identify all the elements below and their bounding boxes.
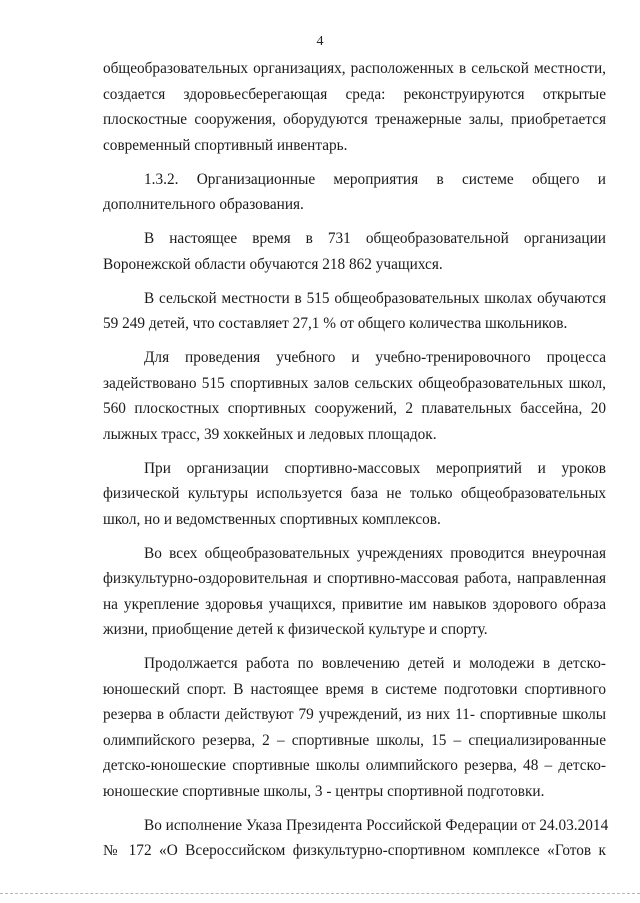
document-body: [103, 56, 609, 864]
text-line: 560 плоскостных спортивных сооружений, 2 плавательных бассейна, 20: [103, 400, 606, 417]
text-line: дополнительного образования.: [103, 196, 304, 213]
paragraph: [103, 345, 606, 447]
text-line: физической культуры используется база не только общеобразовательных: [103, 485, 606, 502]
text-line: резерва в области действуют 79 учреждений, из них 11- спортивные школы: [103, 706, 606, 723]
text-line: юношеский спорт. В настоящее время в системе подготовки спортивного: [103, 680, 606, 698]
page-number: 4: [316, 34, 324, 49]
text-line: № 172 «О Всероссийском физкультурно-спортивном комплексе «Готов к: [103, 842, 606, 859]
text-line: школ, но и ведомственных спортивных комплексов.: [103, 510, 441, 528]
paragraph: [103, 813, 609, 864]
text-line: Для проведения учебного и учебно-тренировочного процесса: [144, 349, 606, 366]
text-line: современный спортивный инвентарь.: [103, 136, 348, 154]
text-line: задействовано 515 спортивных залов сельских общеобразовательных школ,: [103, 374, 606, 392]
paragraph: [103, 226, 606, 277]
text-line: плоскостные сооружения, оборудуются тренажерные залы, приобретается: [103, 111, 606, 128]
text-line: Во исполнение Указа Президента Российской Федерации от 24.03.2014: [144, 816, 609, 834]
paragraph: [103, 286, 606, 337]
paragraph: [103, 456, 606, 533]
section-heading: [103, 167, 606, 218]
paragraph: [103, 651, 606, 804]
text-line: Во всех общеобразовательных учреждениях проводится внеурочная: [144, 544, 606, 562]
text-line: физкультурно-оздоровительная и спортивно-массовая работа, направленная: [103, 570, 606, 587]
text-line: юношеские спортивные школы, 3 - центры спортивной подготовки.: [103, 782, 545, 800]
paragraph: [103, 541, 606, 643]
text-line: лыжных трасс, 39 хоккейных и ледовых площадок.: [103, 425, 437, 443]
text-line: В сельской местности в 515 общеобразовательных школах обучаются: [144, 289, 606, 307]
page-bottom-edge: [0, 893, 640, 894]
text-line: 1.3.2. Организационные мероприятия в системе общего и: [144, 170, 606, 188]
text-line: жизни, приобщение детей к физической культуре и спорту.: [103, 621, 488, 638]
text-line: 59 249 детей, что составляет 27,1 % от общего количества школьников.: [103, 315, 568, 332]
text-line: создается здоровьесберегающая среда: реконструируются открытые: [103, 85, 606, 103]
text-line: Воронежской области обучаются 218 862 учащихся.: [103, 255, 443, 273]
text-line: детско-юношеские спортивные школы олимпийского резерва, 48 – детско-: [103, 757, 606, 774]
text-line: общеобразовательных организациях, расположенных в сельской местности,: [103, 60, 606, 77]
paragraph: [103, 56, 606, 158]
text-line: Продолжается работа по вовлечению детей и молодежи в детско-: [144, 655, 606, 672]
text-line: При организации спортивно-массовых мероприятий и уроков: [144, 459, 606, 477]
text-line: В настоящее время в 731 общеобразовательной организации: [144, 230, 606, 247]
text-line: на укрепление здоровья учащихся, привитие им навыков здорового образа: [103, 595, 606, 613]
text-line: олимпийского резерва, 2 – спортивные школы, 15 – специализированные: [103, 731, 606, 749]
